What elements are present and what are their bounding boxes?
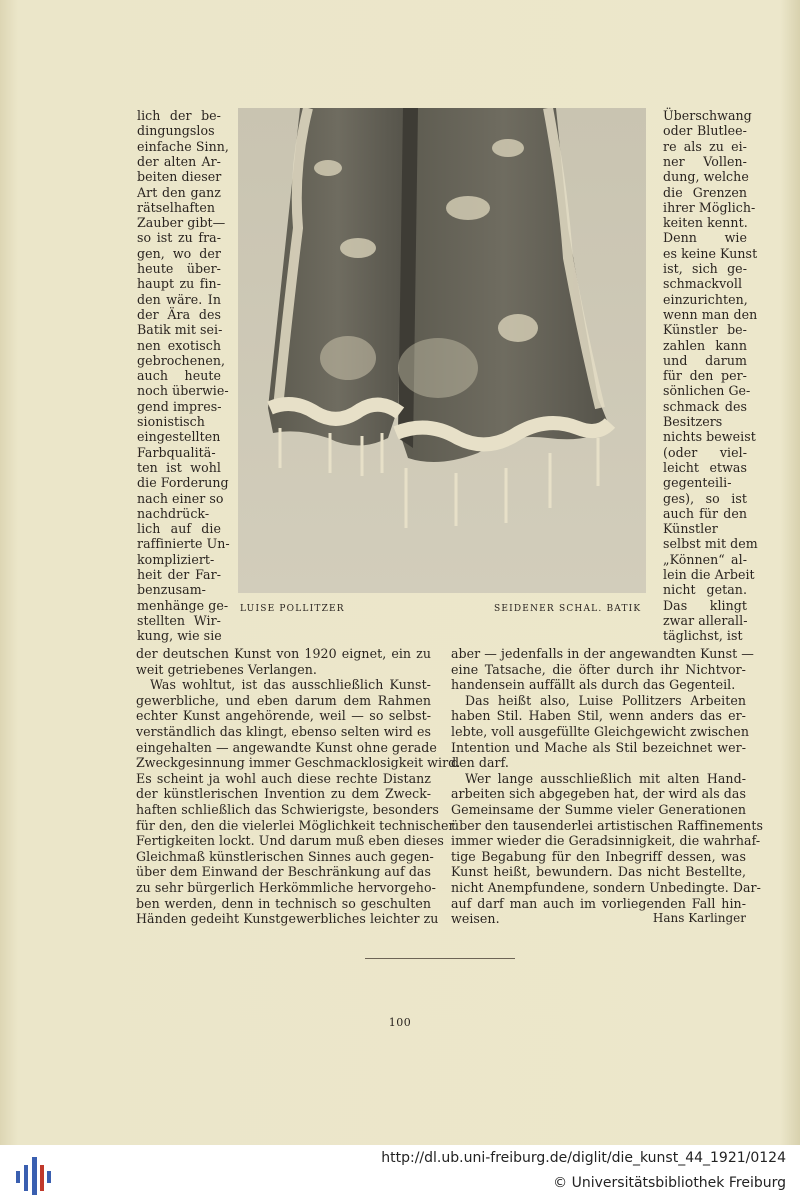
text-line: nicht Anempfundene, sondern Unbedingte. Dar- <box>451 880 761 895</box>
text-line: kung, wie sie <box>137 628 222 644</box>
batik-scarf-photo <box>238 108 646 593</box>
caption-title: SEIDENER SCHAL. BATIK <box>494 604 642 614</box>
text-line: noch überwie- <box>137 383 229 399</box>
author-signature: Hans Karlinger <box>652 911 746 925</box>
text-line: Gleichmaß künstlerischen Sinnes auch gegen- <box>136 848 434 864</box>
text-line: heit der Far- <box>137 567 221 582</box>
text-line: dingungslos <box>137 123 215 139</box>
text-line: ner Vollen- <box>663 153 747 169</box>
text-line: Was wohltut, ist das ausschließlich Kunst- <box>150 677 431 693</box>
text-line: der alten Ar- <box>137 153 221 169</box>
text-line: zahlen kann <box>663 337 747 353</box>
text-line: Zweckgesinnung immer Geschmacklosigkeit wird. <box>136 755 461 771</box>
text-line: sionistisch <box>137 414 205 429</box>
text-line: haupt zu fin- <box>137 276 221 292</box>
text-line: selbst mit dem <box>663 536 758 552</box>
page-number: 100 <box>388 1016 412 1029</box>
text-line: ihrer Möglich- <box>663 199 756 215</box>
text-line: für den per- <box>663 368 747 384</box>
text-line: eingestellten <box>137 429 221 445</box>
text-line: weit getriebenes Verlangen. <box>136 661 317 677</box>
text-line: es keine Kunst <box>663 245 758 261</box>
text-line: gewerbliche, und eben darum dem Rahmen <box>136 692 431 708</box>
text-line: auch für den <box>663 505 747 521</box>
text-line: Künstler be- <box>663 322 747 338</box>
text-line: und darum <box>663 352 747 368</box>
text-line: Das heißt also, Luise Pollitzers Arbeiten <box>465 692 746 708</box>
text-line: gebrochenen, <box>137 352 226 368</box>
text-line: Wer lange ausschließlich mit alten Hand- <box>465 770 746 786</box>
text-line: arbeiten sich abgegeben hat, der wird als das <box>451 786 746 802</box>
text-line: zwar allerall- <box>663 612 748 628</box>
text-line: weisen. <box>451 911 500 927</box>
text-line: keiten kennt. <box>663 215 748 231</box>
text-line: aber — jedenfalls in der angewandten Kunst — <box>451 646 754 661</box>
text-line: die Forderung <box>137 475 229 491</box>
text-line: über dem Einwand der Beschränkung auf das <box>136 864 431 880</box>
text-line: Besitzers <box>663 414 723 429</box>
text-line: täglichst, ist <box>663 628 743 644</box>
text-line: lein die Arbeit <box>663 567 755 582</box>
library-logo-icon <box>14 1151 54 1195</box>
text-line: der künstlerischen Invention zu dem Zweck- <box>136 786 431 802</box>
text-line: kompliziert- <box>137 551 215 567</box>
text-line: der deutschen Kunst von 1920 eignet, ein zu <box>136 646 431 661</box>
footer-bar <box>0 1145 800 1201</box>
text-line: Das klingt <box>663 597 747 613</box>
text-line: immer wieder die Geradsinnigkeit, die wahrhaf- <box>451 833 761 849</box>
text-line: nachdrück- <box>137 505 210 521</box>
text-line: (oder viel- <box>663 444 747 460</box>
text-line: Überschwang <box>663 108 752 123</box>
text-line: für den, den die vielerlei Möglichkeit technischer <box>136 817 455 833</box>
text-line: auch heute <box>137 368 221 384</box>
source-url[interactable]: http://dl.ub.uni-freiburg.de/diglit/die_kunst_44_1921/0124 <box>381 1150 786 1166</box>
text-line: heute über- <box>137 261 221 276</box>
text-line: ten ist wohl <box>137 459 221 475</box>
text-line: lich der be- <box>137 108 221 123</box>
text-line: handensein auffällt als durch das Gegenteil. <box>451 677 736 693</box>
text-line: Batik mit sei- <box>137 322 223 338</box>
text-line: ben werden, denn in technisch so geschulten <box>136 895 431 911</box>
text-line: lich auf die <box>137 521 221 537</box>
text-line: einfache Sinn, <box>137 138 229 154</box>
text-line: Art den ganz <box>137 184 221 200</box>
text-line: eingehalten — angewandte Kunst ohne gerade <box>136 739 437 755</box>
text-line: die Grenzen <box>663 184 747 200</box>
text-line: nach einer so <box>137 490 224 506</box>
text-line: eine Tatsache, die öfter durch ihr Nichtvor- <box>451 661 746 677</box>
text-line: haben Stil. Haben Stil, wenn anders das er- <box>451 708 746 724</box>
text-line: sönlichen Ge- <box>663 383 751 399</box>
text-line: nen exotisch <box>137 337 221 353</box>
text-line: ist, sich ge- <box>663 261 747 276</box>
text-line: haften schließlich das Schwierigste, besonders <box>136 802 439 817</box>
text-line: auf darf man auch im vorliegenden Fall hin- <box>451 895 746 911</box>
text-line: oder Blutlee- <box>663 123 747 139</box>
text-line: leicht etwas <box>663 459 747 475</box>
text-line: Kunst heißt, bewundern. Das nicht Bestellte, <box>451 864 746 880</box>
text-line: gen, wo der <box>137 245 221 261</box>
text-line: stellten Wir- <box>137 612 221 628</box>
text-line: menhänge ge- <box>137 597 229 613</box>
text-line: über den tausenderlei artistischen Raffinements <box>451 817 763 833</box>
text-line: ges), so ist <box>663 490 747 506</box>
text-line: einzurichten, <box>663 291 748 307</box>
text-line: nicht getan. <box>663 582 747 598</box>
text-line: beiten dieser <box>137 169 222 185</box>
text-line: Intention und Mache als Stil bezeichnet wer- <box>451 739 746 755</box>
text-line: Künstler <box>663 521 718 537</box>
copyright: © Universitätsbibliothek Freiburg <box>553 1175 786 1191</box>
text-line: tige Begabung für den Inbegriff dessen, was <box>451 848 746 864</box>
text-line: nichts beweist <box>663 429 756 445</box>
text-line: gegenteili- <box>663 475 732 491</box>
text-line: Händen gedeiht Kunstgewerbliches leichter zu <box>136 911 439 927</box>
text-line: den wäre. In <box>137 291 221 307</box>
text-line: schmackvoll <box>663 276 743 292</box>
text-line: gend impres- <box>137 398 222 414</box>
text-line: zu sehr bürgerlich Herkömmliche hervorgeho- <box>136 880 436 895</box>
text-line: Zauber gibt— <box>137 215 226 231</box>
text-line: raffinierte Un- <box>137 536 230 552</box>
divider <box>365 958 515 959</box>
text-line: Denn wie <box>663 230 747 246</box>
text-line: rätselhaften <box>137 199 216 215</box>
text-line: verständlich das klingt, ebenso selten wird es <box>136 724 431 739</box>
caption-artist: LUISE POLLITZER <box>240 604 345 614</box>
text-line: Farbqualitä- <box>137 444 216 460</box>
text-line: „Können“ al- <box>663 551 747 567</box>
text-line: wenn man den <box>663 306 758 322</box>
text-line: lebte, voll ausgefüllte Gleichgewicht zwischen <box>451 724 749 739</box>
scarf-illustration <box>238 108 646 593</box>
text-line: dung, welche <box>663 169 749 185</box>
text-line: Es scheint ja wohl auch diese rechte Distanz <box>136 770 431 786</box>
text-line: Gemeinsame der Summe vieler Generationen <box>451 802 746 817</box>
text-line: benzusam- <box>137 582 206 598</box>
text-line: den darf. <box>451 755 509 771</box>
text-line: der Ära des <box>137 306 221 322</box>
text-line: so ist zu fra- <box>137 230 221 246</box>
text-line: Fertigkeiten lockt. Und darum muß eben dieses <box>136 833 444 849</box>
text-line: schmack des <box>663 398 747 414</box>
text-line: echter Kunst angehörende, weil — so selbst- <box>136 708 431 724</box>
text-line: re als zu ei- <box>663 138 747 154</box>
